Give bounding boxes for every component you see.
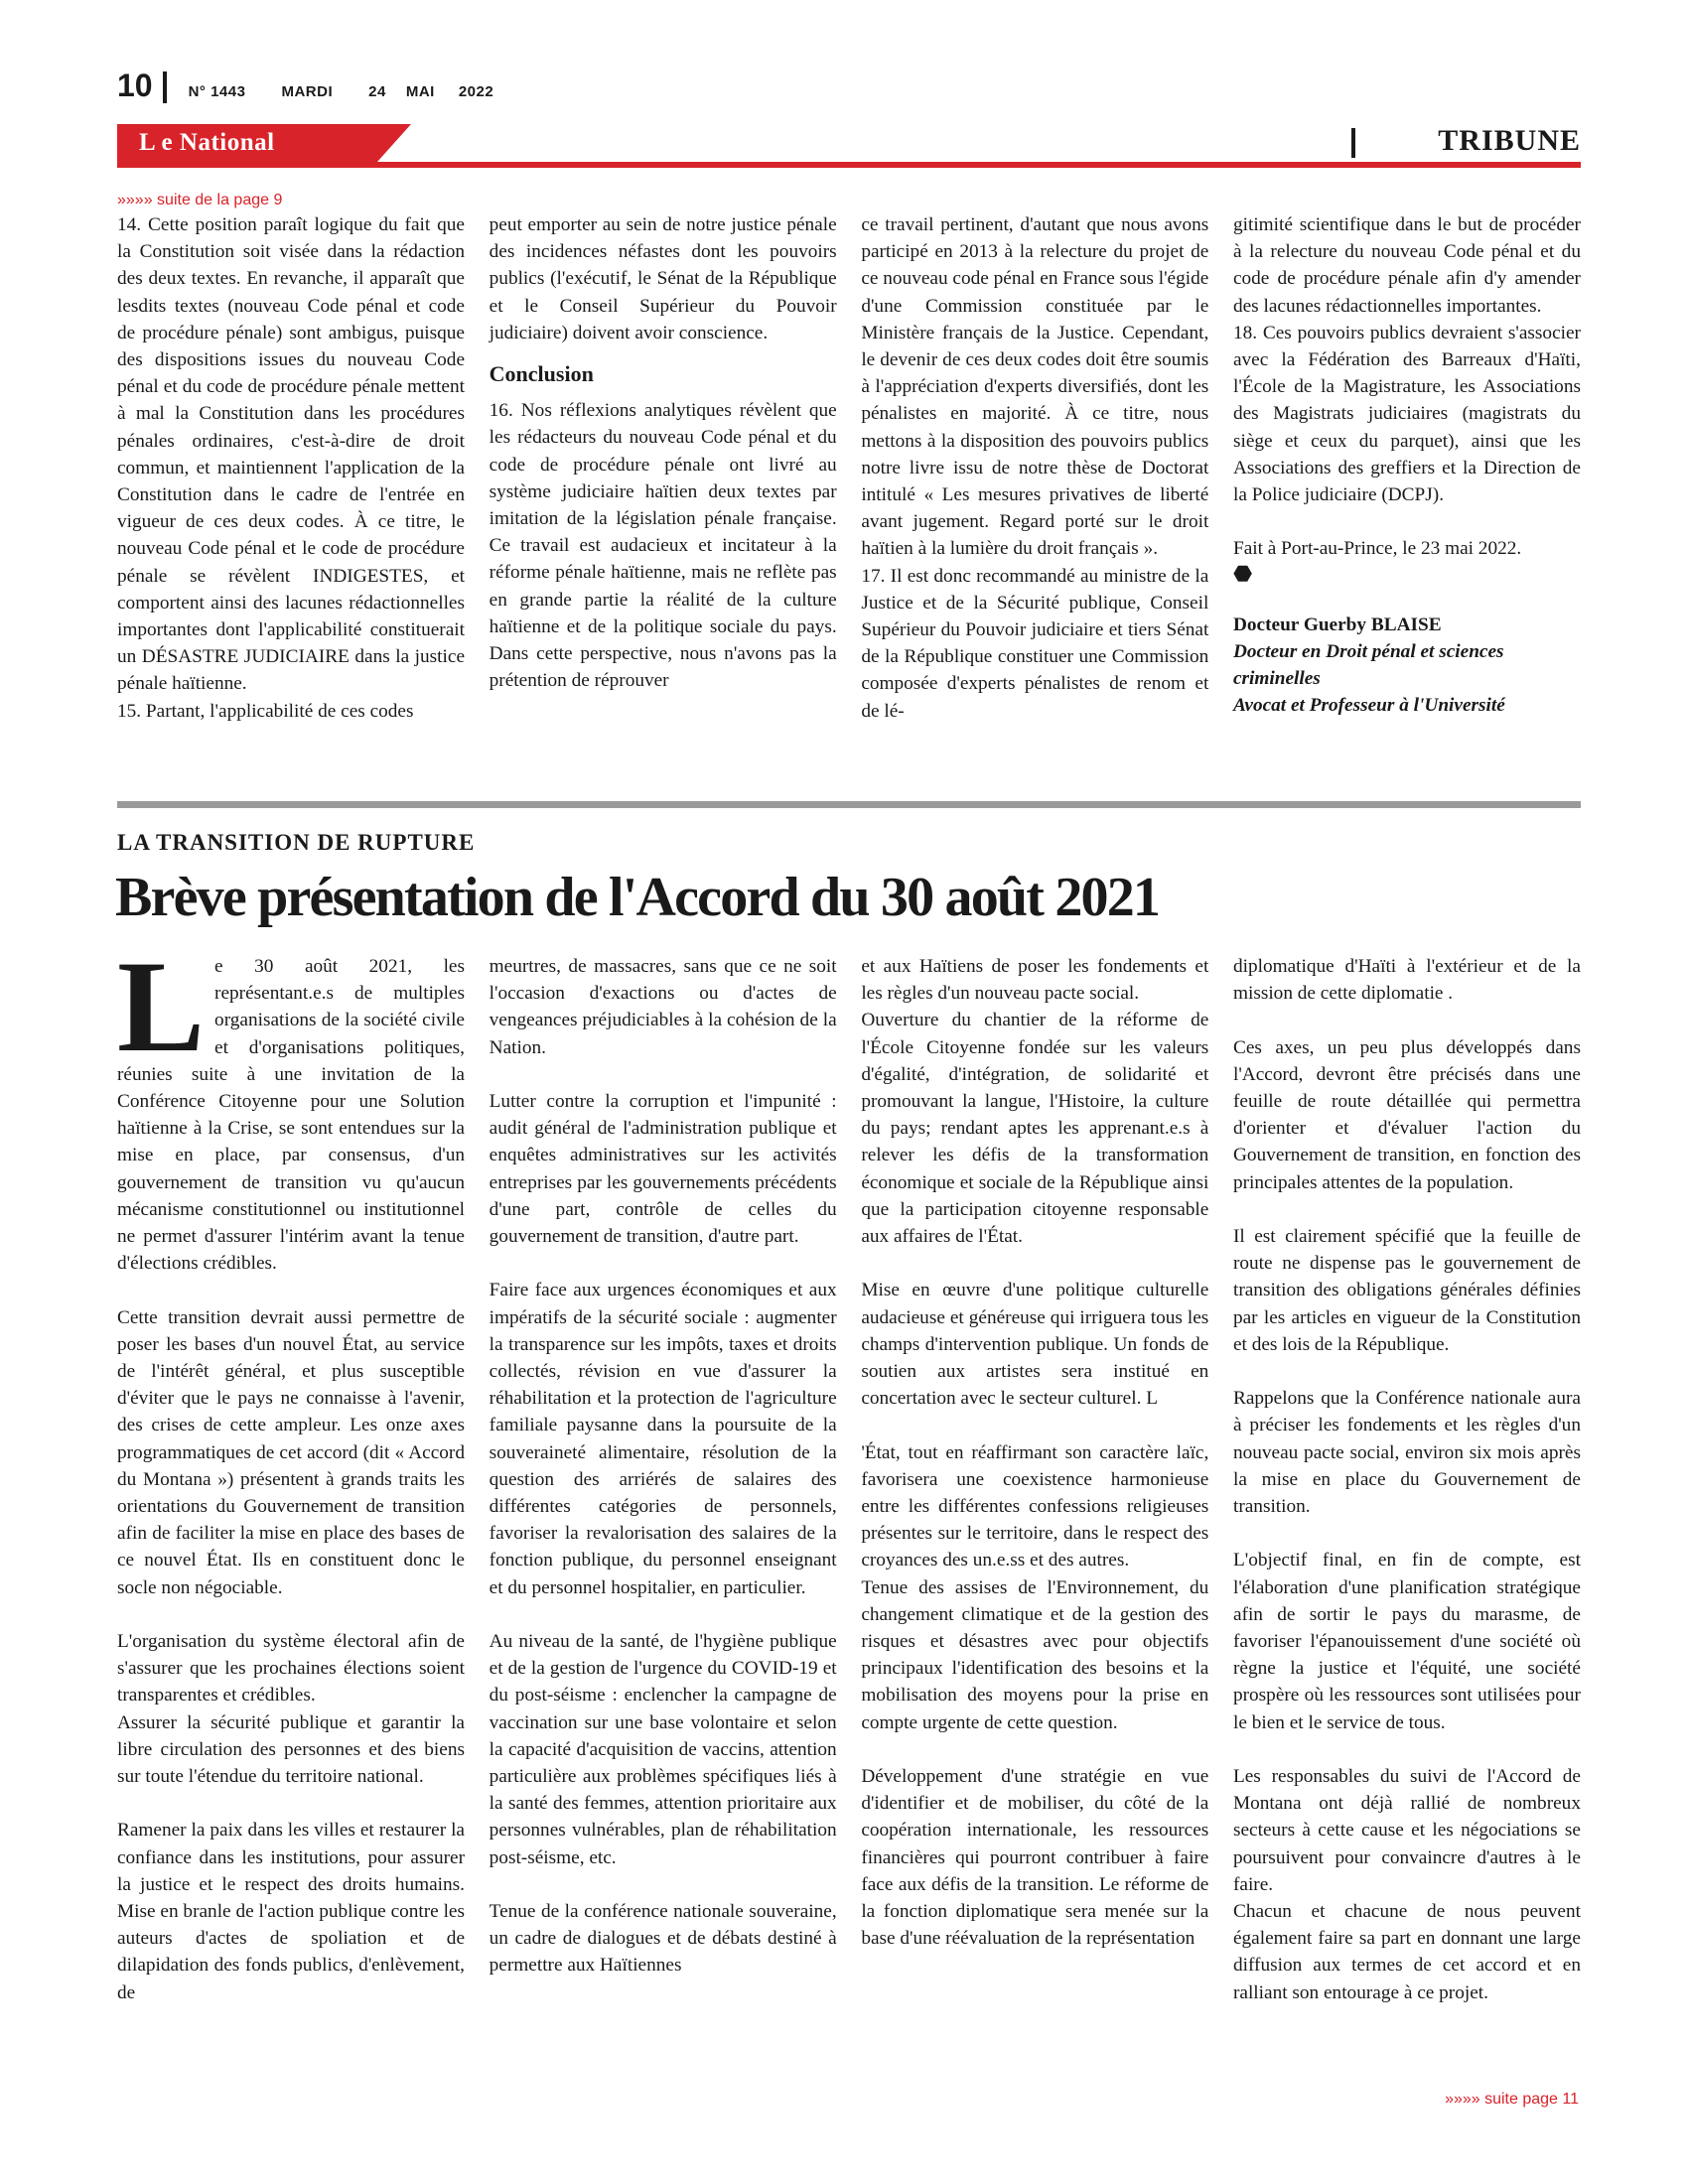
paragraph: Ramener la paix dans les villes et restaurer la confiance dans les institutions, pour assurer la justice et le respect des droits humains. Mise en branle de l'action publique contre les auteurs d'actes de spoliation et de dilapidation des fonds publics, d'enlèvement, de (117, 1820, 465, 2003)
red-rule (117, 162, 1581, 168)
paragraph: gitimité scientifique dans le but de procéder à la relecture du nouveau Code pénal et du code de procédure pénale afin d'y amender des lacunes rédactionnelles importantes. (1232, 214, 1581, 317)
masthead-band (117, 124, 1581, 170)
date-month: MAI (405, 83, 435, 100)
paragraph: Cette transition devrait aussi permettre de poser les bases d'un nouvel État, au service de l'intérêt général, et plus susceptible d'éviter que le pays ne connaisse à l'avenir, des crises de cette ampleur. Les onze axes programmatiques de cet accord (dit « Accord du Montana ») présentent à grands traits les orientations du Gouvernement de transition afin de faciliter la mise en place des bases de ce nouvel État. Ils en constituent donc le socle non négociable. (117, 1306, 465, 1598)
brand-tab (117, 124, 377, 162)
article-column-3 (861, 953, 1208, 2006)
article-kicker: LA TRANSITION DE RUPTURE (117, 830, 476, 855)
date-year: 2022 (458, 83, 494, 100)
paragraph: Chacun et chacune de nous peuvent également faire sa part en donnant une large diffusion aux termes de cet accord et en ralliant son entourage à ce projet. (1232, 1901, 1581, 2003)
author-title: Avocat et Professeur à l'Université (1232, 695, 1505, 717)
date-day: MARDI (281, 83, 334, 100)
paragraph: L'objectif final, en fin de compte, est l'élaboration d'une planification stratégique afin de sortir le pays du marasme, de favoriser l'épanouissement d'une société où règne la justice et l'équité, une société prospère où les ressources sont utilisées pour le bien et le service de tous. (1232, 1550, 1581, 1733)
article-column-1 (117, 933, 465, 2006)
article-headline: Brève présentation de l'Accord du 30 août 2021 (115, 867, 1160, 928)
author-name: Docteur Guerby BLAISE (1232, 614, 1442, 635)
paragraph: Au niveau de la santé, de l'hygiène publique et de la gestion de l'urgence du COVID-19 et du post-séisme : enclencher la campagne de vaccination sur une base volontaire et selon la capacité d'acquisition de vaccins, attention particulière aux problèmes spécifiques liés à la santé des femmes, attention prioritaire aux personnes vulnérables, plan de réhabilitation post-séisme, etc. (489, 1631, 837, 1868)
article-column-2 (490, 953, 837, 2006)
issue-number: N° 1443 (188, 83, 246, 100)
paragraph: Faire face aux urgences économiques et aux impératifs de la sécurité sociale : augmenter la transparence sur les impôts, taxes et droits collectés, révision en vue d'assurer la réhabilitation et la protection de l'agriculture familiale paysanne dans la poursuite de la souveraineté alimentaire, résolution de la question des arriérés de salaires des différentes catégories de personnels, favoriser la revalorisation des salaires de la fonction publique, du personnel enseignant et du personnel hospitalier, en particulier. (489, 1280, 837, 1598)
paragraph: diplomatique d'Haïti à l'extérieur et de la mission de cette diplomatie . (1232, 956, 1581, 1005)
top-article (117, 190, 1581, 725)
paragraph: 18. Ces pouvoirs publics devraient s'associer avec la Fédération des Barreaux d'Haïti, l'École de la Magistrature, les Associations des Magistrats judiciaires (magistrats du siège et ceux du parquet), ainsi que les Associations des greffiers et la Direction de la Police judiciaire (DCPJ). (1232, 322, 1581, 506)
paragraph: Il est clairement spécifié que la feuille de route ne dispense pas le gouvernement de transition des obligations générales définies par les articles en vigueur de la Constitution et des lois de la République. (1232, 1226, 1581, 1355)
paragraph: Tenue des assises de l'Environnement, du changement climatique et de la gestion des risques et désastres avec pour objectifs principaux l'identification des besoins et la mobilisation des moyens pour la prise en compte urgente de cette question. (861, 1576, 1209, 1733)
paragraph: 15. Partant, l'applicabilité de ces codes (117, 700, 414, 722)
paragraph: Développement d'une stratégie en vue d'identifier et de mobiliser, du côté de la coopération internationale, les ressources financières qui pourront contribuer à faire face aux défis de la transition. Le réforme de la fonction diplomatique sera menée sur la base d'une réévaluation de la représentation (861, 1766, 1209, 1950)
main-article (117, 933, 1581, 2006)
paragraph: ce travail pertinent, d'autant que nous avons participé en 2013 à la relecture du projet de ce nouveau code pénal en France sous l'égide d'une Commission constituée par le Ministère français de la Justice. Cependant, le devenir de ces deux codes doit être soumis à l'appréciation d'experts diversifiés, dont les pénalistes en majorité. À ce titre, nous mettons à la disposition des pouvoirs publics notre livre issu de notre thèse de Doctorat intitulé « Les mesures privatives de liberté avant jugement. Regard porté sur le droit haïtien à la lumière du droit français ». (861, 214, 1209, 560)
end-mark-icon: ⬣ (1232, 560, 1253, 586)
article-column-4 (1233, 953, 1581, 2006)
top-column-3 (861, 190, 1208, 725)
paragraph: 17. Il est donc recommandé au ministre de la Justice et de la Sécurité publique, Conseil Supérieur du Pouvoir judiciaire et tiers Sénat de la République constituer une Commission composée d'experts pénalistes de renom et de lé- (861, 565, 1209, 722)
paragraph: 16. Nos réflexions analytiques révèlent que les rédacteurs du nouveau Code pénal et du code de procédure pénale ont livré au système judiciaire haïtien deux textes par imitation de la législation pénale française. Ce travail est audacieux et incitateur à la réforme pénale haïtienne, mais ne reflète pas en grande partie la réalité de la culture haïtienne et de la politique sociale du pays. Dans cette perspective, nous n'avons pas la prétention de réprouver (489, 400, 837, 692)
paragraph: Ces axes, un peu plus développés dans l'Accord, devront être précisés dans une feuille de route détaillée qui permettra d'orienter et d'évaluer l'action du Gouvernement de transition, en fonction des principales attentes de la population. (1232, 1036, 1581, 1193)
page-number: 10 (117, 68, 153, 103)
drop-cap: L (117, 933, 206, 1079)
date-num: 24 (368, 83, 386, 100)
page-header (117, 68, 529, 107)
paragraph: Assurer la sécurité publique et garantir la libre circulation des personnes et des biens sur toute l'étendue du territoire national. (117, 1711, 465, 1788)
paragraph-text: e 30 août 2021, les représentant.e.s de multiples organisations de la société civile et d'organisations politiques, réunies suite à une invitation de la Conférence Citoyenne pour une Solution haïtienne à la Crise, se sont entendues sur la mise en place, par consensus, d'un gouvernement de transition vu qu'aucun mécanisme constitutionnel ou institutionnel ne permet d'assurer l'intérim avant la tenue d'élections crédibles. (117, 956, 465, 1275)
section-divider (1351, 128, 1355, 158)
section-divider-rule (117, 801, 1581, 808)
paragraph: Mise en œuvre d'une politique culturelle audacieuse et généreuse qui irriguera tous les champs d'intervention publique. Un fonds de soutien aux artistes sera institué en concertation avec le secteur culturel. L (861, 1280, 1209, 1410)
paragraph: Lutter contre la corruption et l'impunité : audit général de l'administration publique et enquêtes administratives sur les activités entreprises par les gouvernements précédents d'une part, contrôle de celles du gouvernement de transition, d'autre part. (489, 1091, 837, 1248)
continued-from: »»»» suite de la page 9 (117, 192, 283, 208)
section-title: TRIBUNE (1438, 124, 1581, 157)
paragraph: peut emporter au sein de notre justice pénale des incidences néfastes dont les pouvoirs publics (l'exécutif, le Sénat de la République et le Conseil Supérieur du Pouvoir judiciaire) doivent avoir conscience. (489, 214, 837, 343)
paragraph: Tenue de la conférence nationale souveraine, un cadre de dialogues et de débats destiné à permettre aux Haïtiennes (489, 1901, 837, 1977)
author-title: Docteur en Droit pénal et sciences criminelles (1232, 641, 1504, 690)
paragraph: Rappelons que la Conférence nationale aura à préciser les fondements et les règles d'un nouveau pacte social, environ six mois après la mise en place du Gouvernement de transition. (1232, 1388, 1581, 1518)
paragraph: Les responsables du suivi de l'Accord de Montana ont déjà rallié de nombreux secteurs à cette cause et les négociations se poursuivent pour convaincre d'autres à le faire. (1232, 1766, 1581, 1895)
paragraph: 'État, tout en réaffirmant son caractère laïc, favorisera une coexistence harmonieuse entre les différentes confessions religieuses présentes sur le territoire, dans le respect des croyances des un.e.ss et des autres. (861, 1441, 1209, 1571)
paragraph: Ouverture du chantier de la réforme de l'École Citoyenne fondée sur les valeurs d'égalité, d'intégration, de solidarité et promouvant la langue, l'Histoire, la culture du pays; rendant aptes les apprenant.e.s à relever les défis de la transformation économique et sociale de la République ainsi que la participation citoyenne responsable aux affaires de l'État. (861, 1010, 1209, 1248)
signoff-place: Fait à Port-au-Prince, le 23 mai 2022. (1232, 538, 1522, 560)
conclusion-heading: Conclusion (489, 361, 594, 387)
top-column-4 (1233, 190, 1581, 725)
header-divider (163, 71, 167, 103)
paragraph: meurtres, de massacres, sans que ce ne soit l'occasion d'exactions ou d'actes de vengeances préjudiciables à la cohésion de la Nation. (489, 956, 837, 1058)
paragraph: et aux Haïtiens de poser les fondements et les règles d'un nouveau pacte social. (861, 956, 1209, 1005)
top-column-1 (117, 190, 465, 725)
brand-name: L e National (139, 129, 275, 156)
paragraph (117, 933, 465, 1277)
top-column-2 (490, 190, 837, 725)
paragraph: L'organisation du système électoral afin de s'assurer que les prochaines élections soient transparentes et crédibles. (117, 1631, 465, 1706)
continued-to: »»»» suite page 11 (1445, 2091, 1579, 2108)
paragraph: 14. Cette position paraît logique du fait que la Constitution soit visée dans la rédaction des deux textes. En revanche, il apparaît que lesdits textes (nouveau Code pénal et code de procédure pénale) sont ambigus, puisque des dispositions issues du nouveau Code pénal et du code de procédure pénale mettent à mal la Constitution dans les procédures pénales ordinaires, c'est-à-dire de droit commun, et maintiennent l'application de la Constitution dans le cadre de l'entrée en vigueur de ces deux codes. À ce titre, le nouveau Code pénal et le code de procédure pénale se révèlent INDIGESTES, et comportent ainsi des lacunes rédactionnelles importantes dont l'applicabilité constituerait un DÉSASTRE JUDICIAIRE dans la justice pénale haïtienne. (117, 214, 465, 695)
